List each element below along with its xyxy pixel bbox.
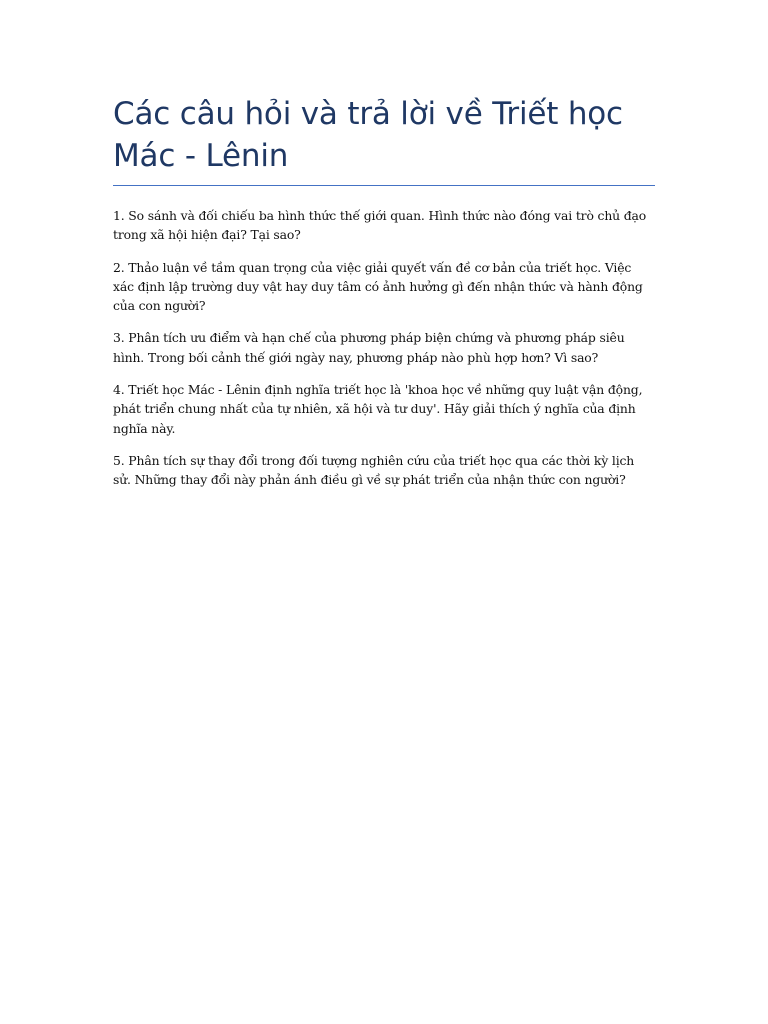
question-item-3: 3. Phân tích ưu điểm và hạn chế của phương pháp biện chứng và phương pháp siêu hình. Trong bối cảnh thế giới ngày nay, phương pháp nào phù hợp hơn? Vì sao?	[113, 330, 625, 365]
question-item-4: 4. Triết học Mác - Lênin định nghĩa triết học là 'khoa học về những quy luật vận động, phát triển chung nhất của tự nhiên, xã hội và tư duy'. Hãy giải thích ý nghĩa của định nghĩa này.	[113, 382, 643, 436]
question-item-5: 5. Phân tích sự thay đổi trong đối tượng nghiên cứu của triết học qua các thời kỳ lịch sử. Những thay đổi này phản ánh điều gì về sự phát triển của nhận thức con người?	[113, 452, 635, 488]
question-item-2: 2. Thảo luận về tầm quan trọng của việc giải quyết vấn đề cơ bản của triết học. Việc xác định lập trường duy vật hay duy tâm có ảnh hưởng gì đến nhận thức và hành động của con người?	[113, 259, 643, 314]
question-item-1: 1. So sánh và đối chiếu ba hình thức thế giới quan. Hình thức nào đóng vai trò chủ đạo trong xã hội hiện đại? Tại sao?	[113, 208, 647, 243]
page-title: Các câu hỏi và trả lời về Triết học Mác - Lênin	[113, 93, 655, 186]
question-list	[113, 206, 655, 490]
